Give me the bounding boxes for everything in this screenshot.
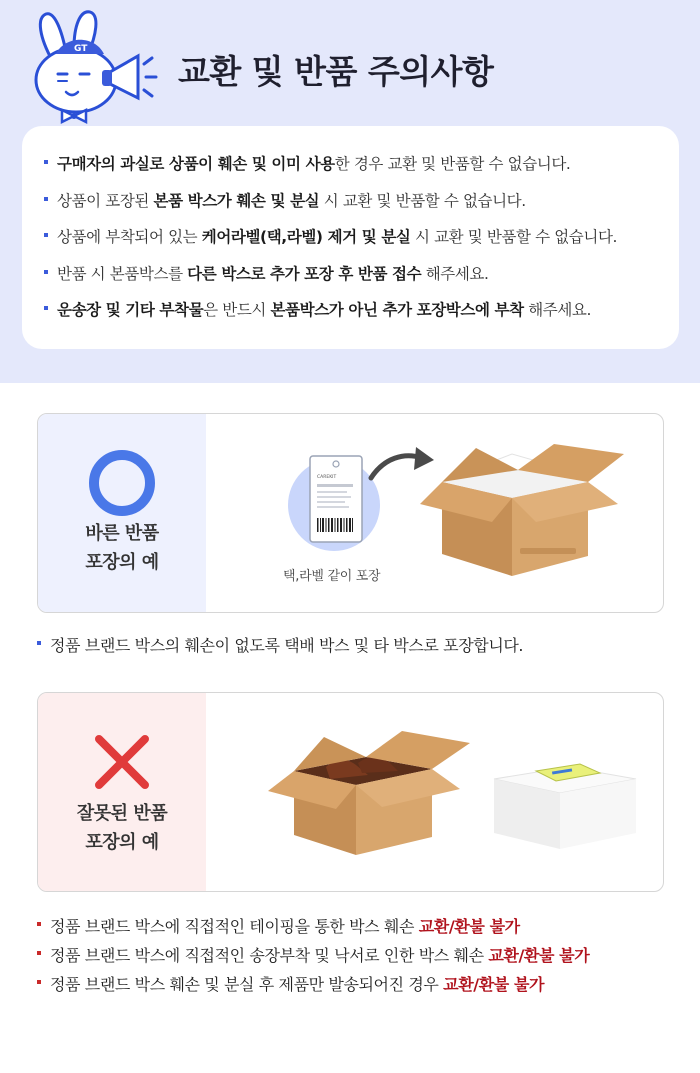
notice-text: 상품에 부착되어 있는: [57, 228, 202, 246]
cross-x-icon: [93, 733, 151, 791]
bad-example-label: [38, 799, 206, 857]
mascot-cap-text: GT: [74, 44, 88, 54]
bad-example-side: [38, 693, 206, 891]
rabbit-megaphone-icon: [22, 8, 162, 128]
warning-line: [37, 914, 520, 937]
circle-o-icon: [87, 448, 157, 518]
bullet-icon: [44, 270, 48, 274]
shoe-box-with-label-icon: [494, 764, 636, 849]
warning-highlight: 교환/환불 불가: [418, 917, 520, 936]
bullet-icon: [44, 306, 48, 310]
bullet-icon: [44, 197, 48, 201]
tag-caption: 택,라벨 같이 포장: [283, 569, 381, 584]
notice-text: 해주세요.: [421, 264, 489, 283]
good-example-panel: [37, 413, 664, 613]
good-description-text: 정품 브랜드 박스의 훼손이 없도록 택배 박스 및 타 박스로 포장합니다.: [50, 636, 524, 655]
notice-text: 반품 시 본품박스를: [57, 264, 188, 283]
notice-item: [44, 189, 679, 226]
header-band: [0, 0, 700, 383]
bullet-icon: [37, 641, 41, 645]
good-example-label: [38, 519, 206, 577]
notice-item: [44, 262, 679, 299]
bad-example-illustration: [206, 693, 663, 890]
notice-emphasis: 운송장 및 기타 부착물: [57, 301, 204, 319]
page-title: 교환 및 반품 주의사항: [178, 52, 494, 91]
warning-highlight: 교환/환불 불가: [488, 946, 590, 965]
open-box-with-shoes-icon: [268, 731, 470, 855]
good-example-side: [38, 414, 206, 612]
open-box-icon: [420, 444, 624, 576]
notice-text: 한 경우 교환 및 반품할 수 없습니다.: [334, 155, 571, 173]
care-label-tag-icon: [310, 456, 362, 542]
notice-text: 은 반드시: [203, 301, 271, 319]
bad-label-line2: 포장의 예: [85, 832, 159, 853]
notice-emphasis: 케어라벨(택,라벨) 제거 및 분실: [201, 228, 411, 246]
warning-line: [37, 943, 589, 966]
notice-text: 시 교환 및 반품할 수 없습니다.: [410, 228, 618, 246]
warning-text: 정품 브랜드 박스 훼손 및 분실 후 제품만 발송되어진 경우: [50, 975, 444, 994]
notice-text: 시 교환 및 반품할 수 없습니다.: [319, 191, 526, 210]
notice-text: 해주세요.: [523, 301, 592, 319]
good-label-line1: 바른 반품: [85, 523, 159, 544]
notice-card: [22, 126, 679, 349]
bullet-icon: [37, 922, 41, 926]
bullet-icon: [44, 233, 48, 237]
notice-emphasis: 본품박스가 아닌 추가 포장박스에 부착: [270, 301, 524, 319]
good-example-illustration: [206, 414, 663, 611]
bad-example-panel: [37, 692, 664, 892]
good-label-line2: 포장의 예: [85, 552, 159, 573]
notice-text: 상품이 포장된: [57, 191, 154, 210]
warning-text: 정품 브랜드 박스에 직접적인 테이핑을 통한 박스 훼손: [50, 917, 419, 936]
notice-item: [44, 225, 679, 262]
tag-label-text: CAREKIT: [317, 475, 337, 480]
good-example-description: [37, 633, 523, 656]
bullet-icon: [37, 951, 41, 955]
notice-emphasis: 다른 박스로 추가 포장 후 반품 접수: [187, 264, 422, 283]
warning-line: [37, 972, 544, 995]
bad-label-line1: 잘못된 반품: [76, 803, 168, 824]
notice-emphasis: 본품 박스가 훼손 및 분실: [153, 191, 320, 210]
notice-item: [44, 298, 679, 335]
bullet-icon: [37, 980, 41, 984]
warning-text: 정품 브랜드 박스에 직접적인 송장부착 및 낙서로 인한 박스 훼손: [50, 946, 489, 965]
notice-item: [44, 152, 679, 189]
warning-highlight: 교환/환불 불가: [443, 975, 545, 994]
bullet-icon: [44, 160, 48, 164]
notice-emphasis: 구매자의 과실로 상품이 훼손 및 이미 사용: [57, 155, 335, 173]
